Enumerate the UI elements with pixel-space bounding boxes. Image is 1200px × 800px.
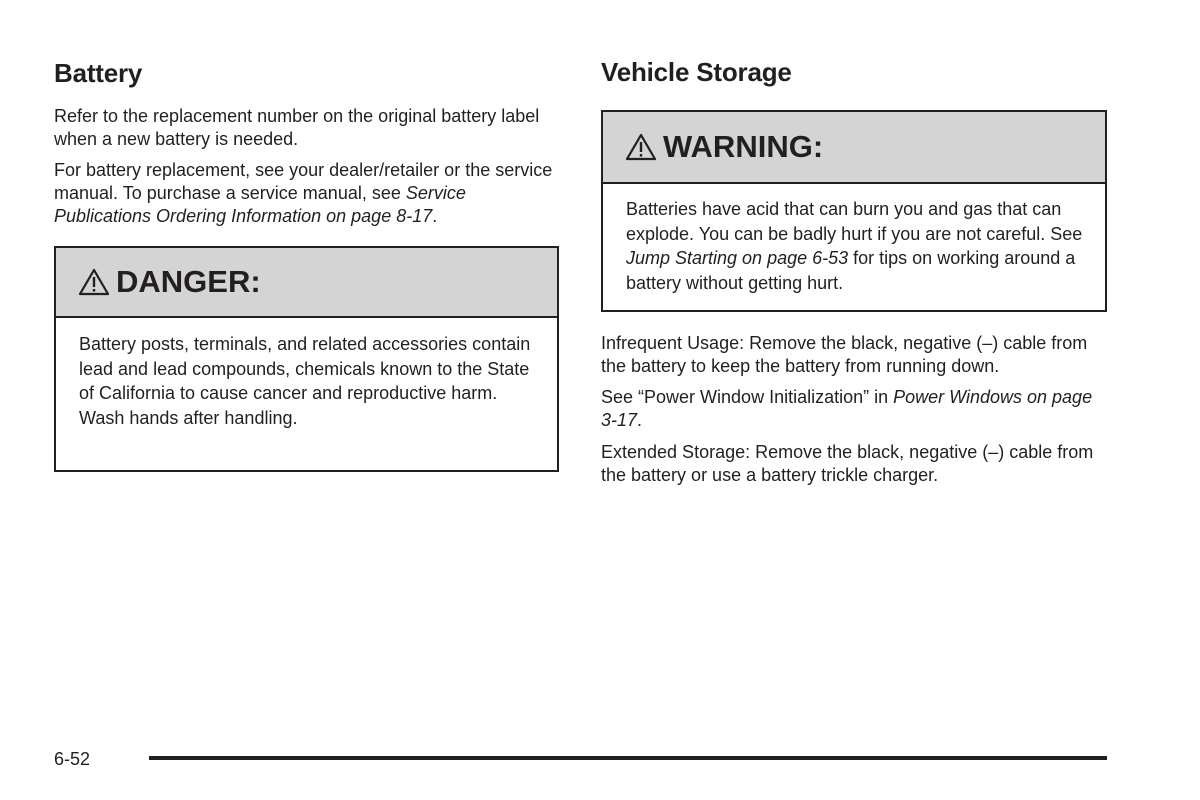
danger-box [54, 246, 559, 472]
power-window-paragraph: See “Power Window Initialization” in Power Windows on page 3-17. [601, 387, 1093, 430]
extended-storage-paragraph: Extended Storage: Remove the black, negative (–) cable from the battery or use a battery trickle charger. [601, 442, 1094, 485]
service-publications-link[interactable]: Service Publications Ordering Information on page 8-17 [54, 183, 466, 226]
jump-starting-link[interactable]: Jump Starting on page 6-53 [626, 248, 849, 268]
warning-body: Batteries have acid that can burn you and gas that can explode. You can be badly hurt if you are not careful. See Jump Starting on page 6-53 for tips on working around a battery without getting hurt. [626, 199, 1083, 293]
danger-header [56, 248, 557, 318]
warning-header [603, 112, 1105, 184]
page-number: 6-52 [54, 749, 91, 769]
warning-heading: WARNING: [663, 129, 824, 164]
footer-rule [149, 756, 1107, 760]
battery-paragraph-2: For battery replacement, see your dealer/retailer or the service manual. To purchase a service manual, see Service Publications Ordering Information on page 8-17. [54, 160, 553, 226]
warning-box [601, 110, 1107, 312]
battery-paragraph-1: Refer to the replacement number on the original battery label when a new battery is needed. [54, 106, 540, 149]
infrequent-usage-paragraph: Infrequent Usage: Remove the black, negative (–) cable from the battery to keep the battery from running down. [601, 333, 1088, 376]
vehicle-storage-heading: Vehicle Storage [601, 57, 792, 87]
warning-triangle-icon [625, 133, 657, 161]
battery-heading: Battery [54, 58, 143, 88]
danger-heading: DANGER: [116, 264, 261, 299]
warning-triangle-icon [78, 268, 110, 296]
danger-body: Battery posts, terminals, and related accessories contain lead and lead compounds, chemicals known to the State of California to cause cancer and reproductive harm. Wash hands after handling. [79, 334, 531, 428]
power-windows-link[interactable]: Power Windows on page 3-17 [601, 387, 1093, 430]
